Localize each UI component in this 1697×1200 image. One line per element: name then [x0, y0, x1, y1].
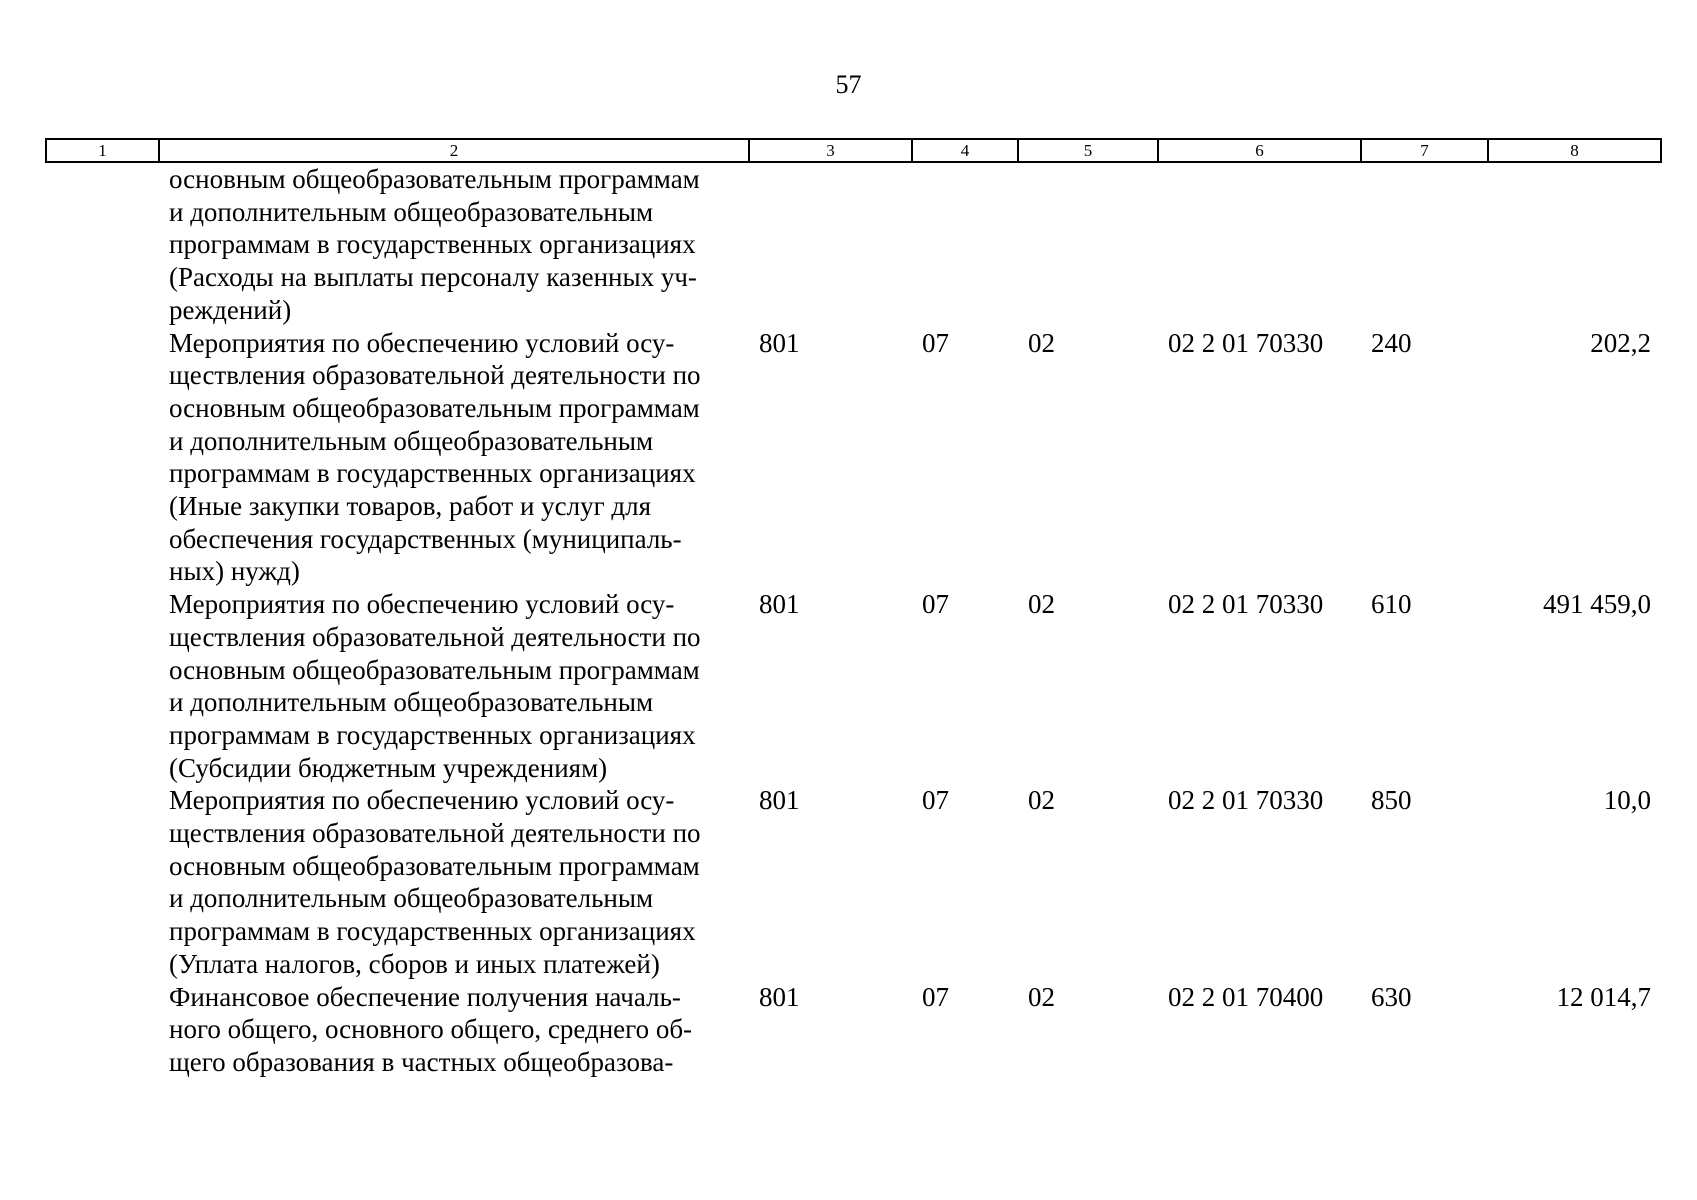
ved-cell: 801: [759, 981, 800, 1012]
rz-cell: 07: [922, 981, 949, 1012]
pr-cell: 02: [1028, 589, 1055, 620]
pr-cell: [1018, 162, 1158, 327]
table-row: [46, 327, 1661, 589]
description-cell: [159, 588, 749, 784]
pr-cell: 02: [1028, 327, 1055, 358]
ved-cell: [749, 162, 912, 327]
amount-cell: 10,0: [1603, 785, 1651, 816]
column-header-2: 2: [159, 139, 749, 162]
pr-cell: 02: [1028, 785, 1055, 816]
page-number: 57: [835, 70, 862, 99]
description-line: программам в государственных организациях: [169, 229, 696, 260]
amount-cell: 491 459,0: [1543, 589, 1651, 620]
vr-cell: 610: [1371, 589, 1412, 620]
description-line: ществления образовательной деятельности по: [169, 621, 701, 652]
table-row: [46, 784, 1661, 980]
row-number-cell: [46, 588, 159, 784]
row-number-cell: [46, 162, 159, 327]
csr-cell: 02 2 01 70330: [1168, 589, 1324, 620]
vr-cell: 850: [1371, 785, 1412, 816]
description-line: основным общеобразовательным программам: [169, 164, 700, 194]
description-line: ществления образовательной деятельности по: [169, 360, 701, 391]
description-line: программам в государственных организациях: [169, 916, 696, 947]
description-line: и дополнительным общеобразовательным: [169, 196, 654, 227]
table-header: [46, 139, 1661, 162]
ved-cell: 801: [759, 589, 800, 620]
table-body: [46, 162, 1661, 1079]
description-cell: [159, 327, 749, 589]
description-line: ных) нужд): [169, 556, 300, 587]
description-line: щего образования в частных общеобразова-: [169, 1046, 674, 1077]
ved-cell: 801: [759, 327, 800, 358]
csr-cell: 02 2 01 70330: [1168, 327, 1324, 358]
rz-cell: [912, 162, 1018, 327]
rz-cell: 07: [922, 589, 949, 620]
description-line: обеспечения государственных (муниципаль-: [169, 523, 682, 554]
csr-cell: 02 2 01 70330: [1168, 785, 1324, 816]
description-line: Финансовое обеспечение получения началь-: [169, 981, 681, 1012]
column-header-5: 5: [1018, 139, 1158, 162]
description-line: ществления образовательной деятельности по: [169, 818, 701, 849]
description-line: основным общеобразовательным программам: [169, 654, 700, 685]
column-header-8: 8: [1488, 139, 1661, 162]
description-cell: [159, 981, 749, 1079]
description-line: и дополнительным общеобразовательным: [169, 883, 654, 914]
column-header-4: 4: [912, 139, 1018, 162]
column-header-3: 3: [749, 139, 912, 162]
amount-cell: 202,2: [1590, 327, 1651, 358]
row-number-cell: [46, 981, 159, 1079]
description-line: (Иные закупки товаров, работ и услуг для: [169, 491, 652, 522]
description-line: основным общеобразовательным программам: [169, 850, 700, 881]
description-line: и дополнительным общеобразовательным: [169, 687, 654, 718]
description-line: ного общего, основного общего, среднего об-: [169, 1014, 693, 1045]
description-line: программам в государственных организациях: [169, 719, 696, 750]
ved-cell: 801: [759, 785, 800, 816]
description-line: Мероприятия по обеспечению условий осу-: [169, 327, 675, 358]
description-line: Мероприятия по обеспечению условий осу-: [169, 785, 675, 816]
rz-cell: 07: [922, 785, 949, 816]
column-header-7: 7: [1361, 139, 1488, 162]
table-row: [46, 162, 1661, 327]
vr-cell: [1361, 162, 1488, 327]
description-line: основным общеобразовательным программам: [169, 392, 700, 423]
description-line: (Субсидии бюджетным учреждениям): [169, 752, 608, 783]
column-number-row: [46, 139, 1661, 162]
description-line: и дополнительным общеобразовательным: [169, 425, 654, 456]
table-row: [46, 981, 1661, 1079]
description-cell: [159, 162, 749, 327]
table-row: [46, 588, 1661, 784]
description-line: программам в государственных организациях: [169, 458, 696, 489]
description-line: (Уплата налогов, сборов и иных платежей): [169, 948, 660, 979]
column-header-6: 6: [1158, 139, 1361, 162]
budget-table: [45, 138, 1662, 1079]
csr-cell: 02 2 01 70400: [1168, 981, 1324, 1012]
amount-cell: [1488, 162, 1661, 327]
description-line: (Расходы на выплаты персоналу казенных уч-: [169, 262, 697, 293]
row-number-cell: [46, 784, 159, 980]
rz-cell: 07: [922, 327, 949, 358]
csr-cell: [1158, 162, 1361, 327]
description-line: Мероприятия по обеспечению условий осу-: [169, 589, 675, 620]
description-cell: [159, 784, 749, 980]
vr-cell: 240: [1371, 327, 1412, 358]
column-header-1: 1: [46, 139, 159, 162]
pr-cell: 02: [1028, 981, 1055, 1012]
amount-cell: 12 014,7: [1556, 981, 1651, 1012]
row-number-cell: [46, 327, 159, 589]
description-line: реждений): [169, 294, 292, 325]
vr-cell: 630: [1371, 981, 1412, 1012]
